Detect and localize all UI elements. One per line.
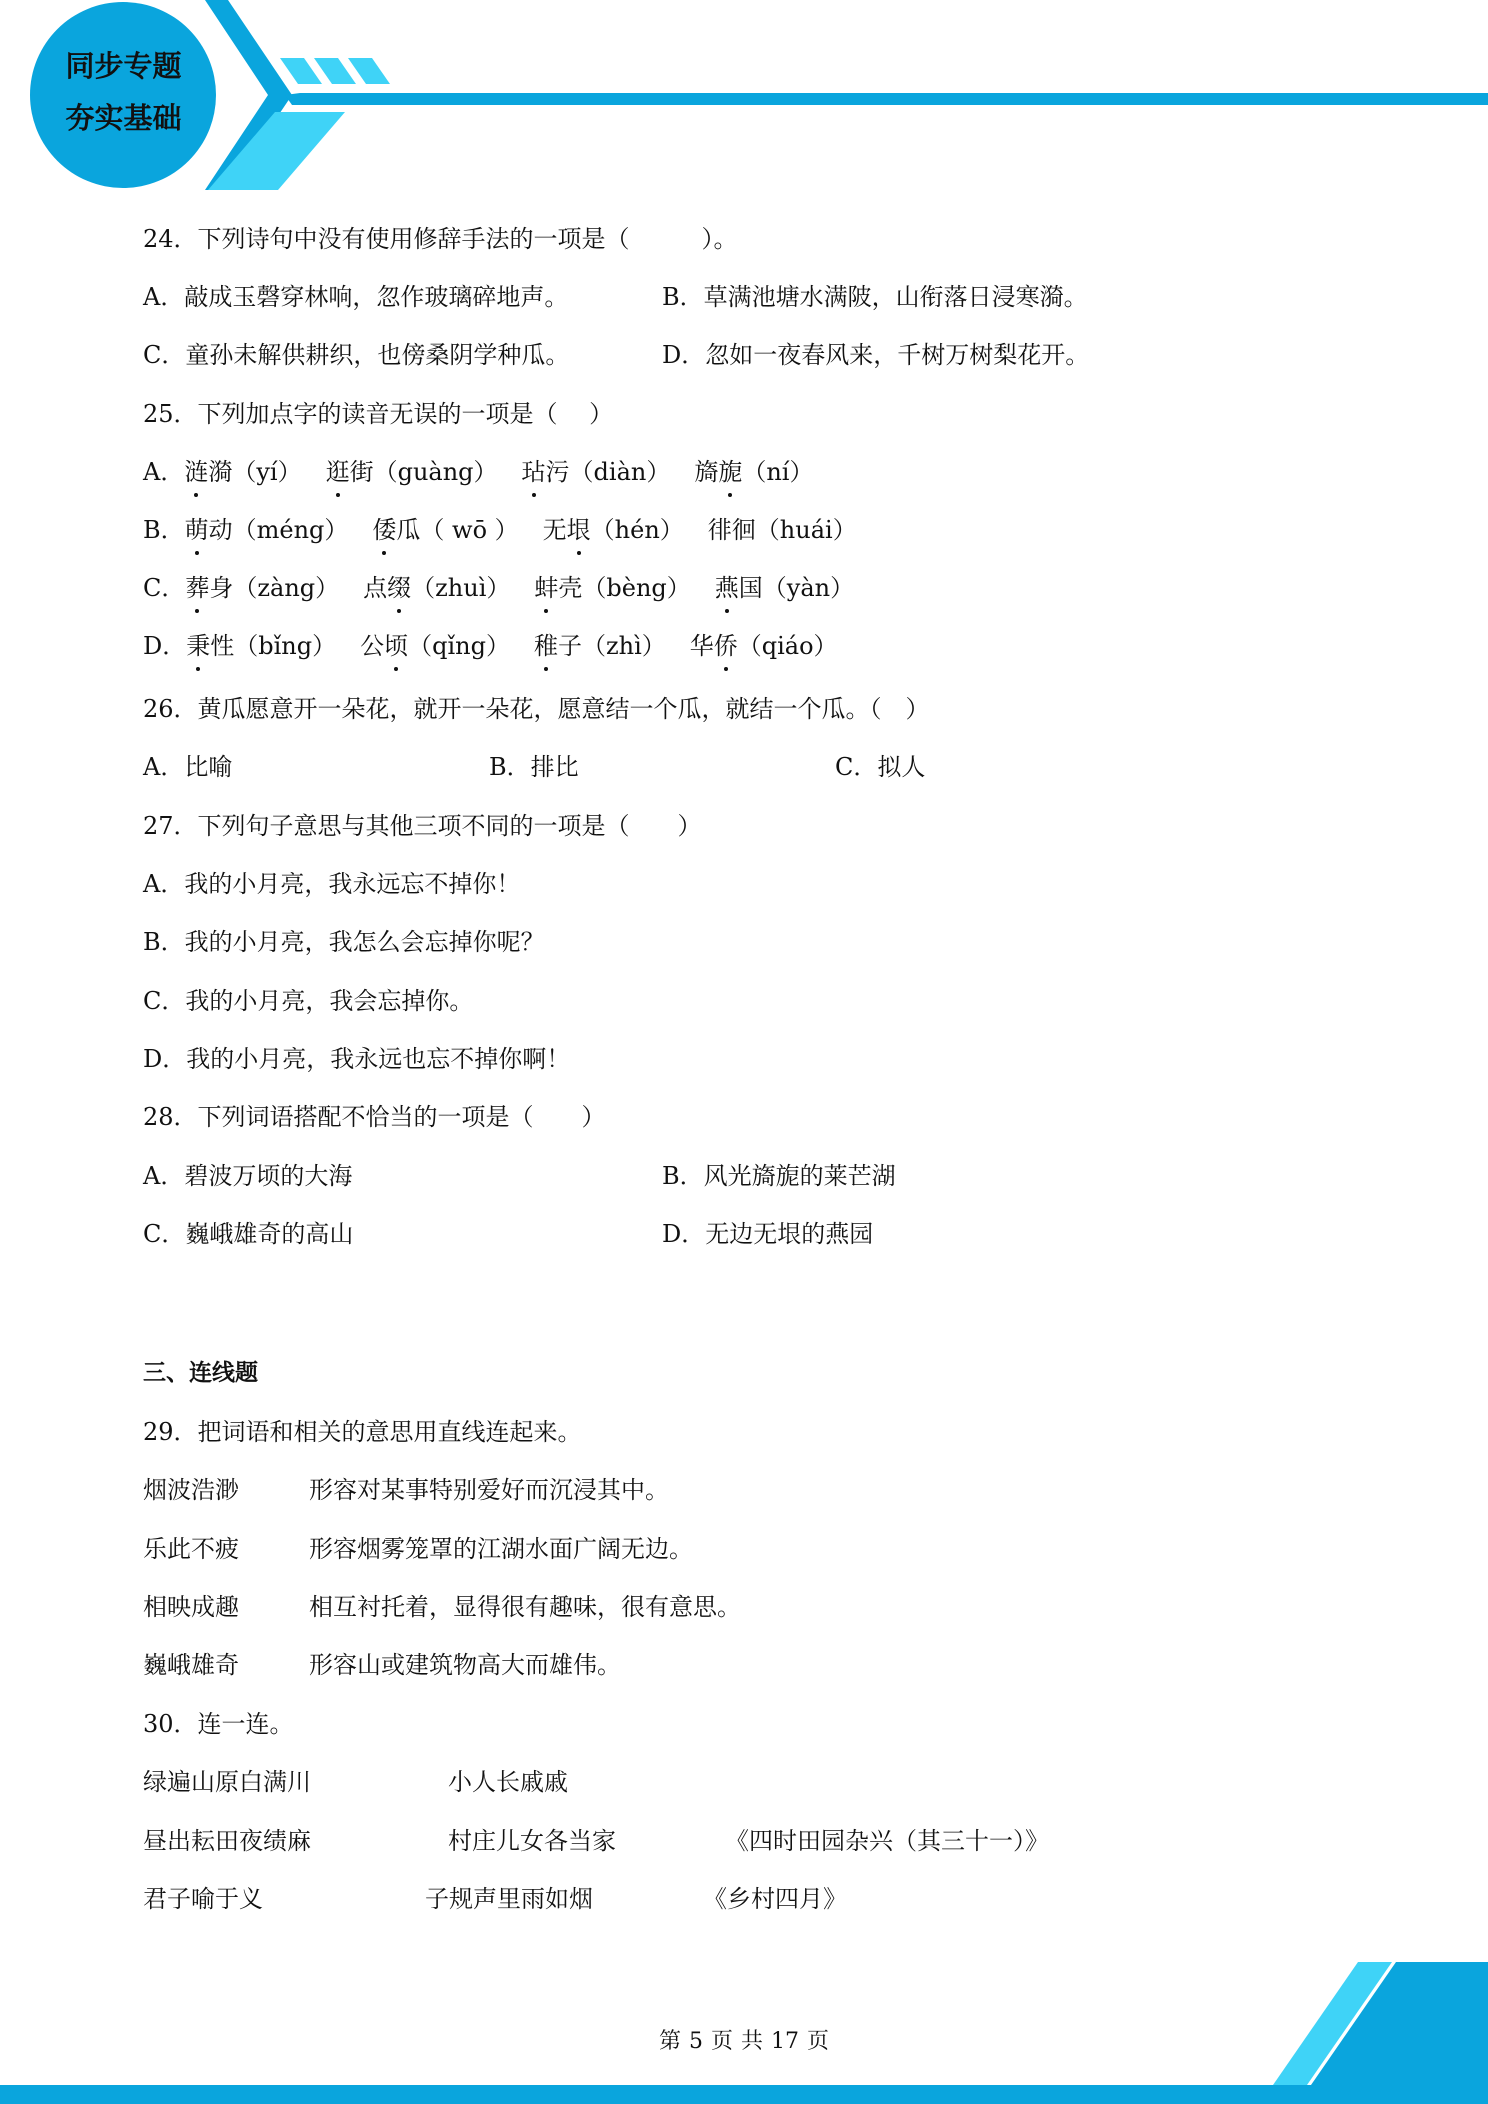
q27-option-a: A．我的小月亮，我永远忘不掉你！ xyxy=(143,870,521,898)
q26-option-c: C．拟人 xyxy=(835,753,926,781)
page-word: 共 xyxy=(741,2029,764,2054)
dotted-char: 顷 xyxy=(384,629,408,663)
page-word: 页 xyxy=(807,2029,830,2054)
pinyin: （bèng） xyxy=(582,574,691,602)
dotted-char: 缀 xyxy=(387,571,411,605)
dotted-char: 垠 xyxy=(567,513,591,547)
pinyin: （guàng） xyxy=(373,458,498,486)
q29-word: 乐此不疲 xyxy=(143,1535,239,1563)
q27-option-d: D．我的小月亮，我永远也忘不掉你啊！ xyxy=(143,1045,571,1073)
option-letter: B． xyxy=(143,516,185,544)
dotted-char: 蚌 xyxy=(534,571,558,605)
q25-stem: 25．下列加点字的读音无误的一项是（ ） xyxy=(143,400,614,428)
pinyin: （zhì） xyxy=(581,632,666,660)
word-char: 徊 xyxy=(731,516,756,544)
q24-option-a: A．敲成玉磬穿林响，忽作玻璃碎地声。 xyxy=(143,283,569,311)
page-word: 第 xyxy=(658,2029,681,2054)
q28-option-a: A．碧波万顷的大海 xyxy=(143,1162,353,1190)
q25-option-d xyxy=(143,629,838,663)
q29-meaning: 相互衬托着，显得很有趣味，很有意思。 xyxy=(309,1593,741,1621)
dotted-char: 涟 xyxy=(184,455,208,489)
word-char: 公 xyxy=(360,632,385,660)
header-deco-bar-1 xyxy=(280,58,322,84)
page-word: 页 xyxy=(710,2029,733,2054)
q27-option-b: B．我的小月亮，我怎么会忘掉你呢？ xyxy=(143,928,545,956)
q25-option-c xyxy=(143,571,854,605)
pinyin: （qǐng） xyxy=(408,632,510,660)
word-char: 旖 xyxy=(694,458,719,486)
section-title-matching: 三、连线题 xyxy=(143,1360,258,1386)
q29-meaning: 形容山或建筑物高大而雄伟。 xyxy=(309,1651,621,1679)
pinyin: （yàn） xyxy=(762,574,855,602)
q27-option-c: C．我的小月亮，我会忘掉你。 xyxy=(143,987,474,1015)
option-letter: C． xyxy=(143,574,186,602)
word-char: 子 xyxy=(557,632,582,660)
pinyin: （zhuì） xyxy=(411,574,511,602)
current-page: 5 xyxy=(688,2029,703,2054)
logo-line-1: 同步专题 xyxy=(65,49,182,83)
dotted-char: 燕 xyxy=(715,571,739,605)
word-char: 华 xyxy=(689,632,714,660)
q29-word: 相映成趣 xyxy=(143,1593,239,1621)
option-letter: A． xyxy=(143,458,185,486)
header-chevron-light xyxy=(208,112,345,190)
q30-stem: 30．连一连。 xyxy=(143,1710,294,1738)
header-deco-bar-2 xyxy=(314,58,356,84)
q28-option-b: B．风光旖旎的莱芒湖 xyxy=(662,1162,896,1190)
q26-option-a: A．比喻 xyxy=(143,753,233,781)
q30-item: 子规声里雨如烟 xyxy=(425,1885,593,1913)
dotted-char: 玷 xyxy=(522,455,546,489)
footer-bottom-bar xyxy=(0,2085,1488,2104)
dotted-char: 秉 xyxy=(186,629,210,663)
pinyin: （bǐng） xyxy=(234,632,337,660)
q29-word: 巍峨雄奇 xyxy=(143,1651,239,1679)
q28-stem: 28．下列词语搭配不恰当的一项是（ ） xyxy=(143,1103,606,1131)
pinyin: （ní） xyxy=(742,458,814,486)
q26-stem: 26．黄瓜愿意开一朵花，就开一朵花，愿意结一个瓜，就结一个瓜。（ ） xyxy=(143,695,930,723)
word-char: 壳 xyxy=(558,574,583,602)
pinyin: （yí） xyxy=(232,458,302,486)
q30-item: 村庄儿女各当家 xyxy=(448,1827,616,1855)
q27-stem: 27．下列句子意思与其他三项不同的一项是（ ） xyxy=(143,812,702,840)
word-char: 污 xyxy=(545,458,570,486)
q30-item: 《乡村四月》 xyxy=(703,1885,847,1913)
dotted-char: 侨 xyxy=(714,629,738,663)
pinyin: （méng） xyxy=(232,516,349,544)
word-char: 瓜 xyxy=(396,516,421,544)
word-char: 街 xyxy=(349,458,374,486)
q30-item: 《四时田园杂兴（其三十一）》 xyxy=(725,1827,1049,1855)
q29-stem: 29．把词语和相关的意思用直线连起来。 xyxy=(143,1418,582,1446)
q26-option-b: B．排比 xyxy=(489,753,579,781)
dotted-char: 稚 xyxy=(534,629,558,663)
q24-option-d: D．忽如一夜春风来，千树万树梨花开。 xyxy=(662,341,1090,369)
q29-meaning: 形容对某事特别爱好而沉浸其中。 xyxy=(309,1476,669,1504)
word-char: 国 xyxy=(738,574,763,602)
q25-option-a xyxy=(143,455,813,489)
q30-item: 君子喻于义 xyxy=(143,1885,263,1913)
word-char: 身 xyxy=(209,574,234,602)
q28-option-d: D．无边无垠的燕园 xyxy=(662,1220,874,1248)
pinyin: （huái） xyxy=(755,516,857,544)
q29-meaning: 形容烟雾笼罩的江湖水面广阔无边。 xyxy=(309,1535,693,1563)
q24-stem: 24．下列诗句中没有使用修辞手法的一项是（ ）。 xyxy=(143,225,738,253)
pinyin: （qiáo） xyxy=(737,632,838,660)
dotted-char: 逛 xyxy=(326,455,350,489)
q25-option-b xyxy=(143,513,857,547)
q24-option-b: B．草满池塘水满陂，山衔落日浸寒漪。 xyxy=(662,283,1088,311)
word-char: 徘 xyxy=(707,516,732,544)
header-line xyxy=(285,93,1488,105)
logo-text xyxy=(36,40,211,144)
footer-banner xyxy=(0,1940,1488,2104)
dotted-char: 旎 xyxy=(718,455,742,489)
q30-item: 绿遍山原白满川 xyxy=(143,1768,311,1796)
dotted-char: 倭 xyxy=(372,513,396,547)
dotted-char: 萌 xyxy=(185,513,209,547)
dotted-char: 葬 xyxy=(185,571,209,605)
word-char: 无 xyxy=(542,516,567,544)
pinyin: （hén） xyxy=(590,516,684,544)
header-deco-bar-3 xyxy=(348,58,390,84)
word-char: 点 xyxy=(363,574,388,602)
pinyin: （diàn） xyxy=(569,458,671,486)
pinyin: （ wō ） xyxy=(420,516,519,544)
q28-option-c: C．巍峨雄奇的高山 xyxy=(143,1220,354,1248)
word-char: 漪 xyxy=(208,458,233,486)
logo-line-2: 夯实基础 xyxy=(65,101,182,135)
header-banner xyxy=(0,0,1488,200)
word-char: 性 xyxy=(210,632,235,660)
total-pages: 17 xyxy=(771,2029,800,2054)
q29-word: 烟波浩渺 xyxy=(143,1476,239,1504)
option-letter: D． xyxy=(143,632,187,660)
word-char: 动 xyxy=(208,516,233,544)
q24-option-c: C．童孙未解供耕织，也傍桑阴学种瓜。 xyxy=(143,341,570,369)
pinyin: （zàng） xyxy=(233,574,340,602)
q30-item: 小人长戚戚 xyxy=(448,1768,568,1796)
q30-item: 昼出耘田夜绩麻 xyxy=(143,1827,311,1855)
